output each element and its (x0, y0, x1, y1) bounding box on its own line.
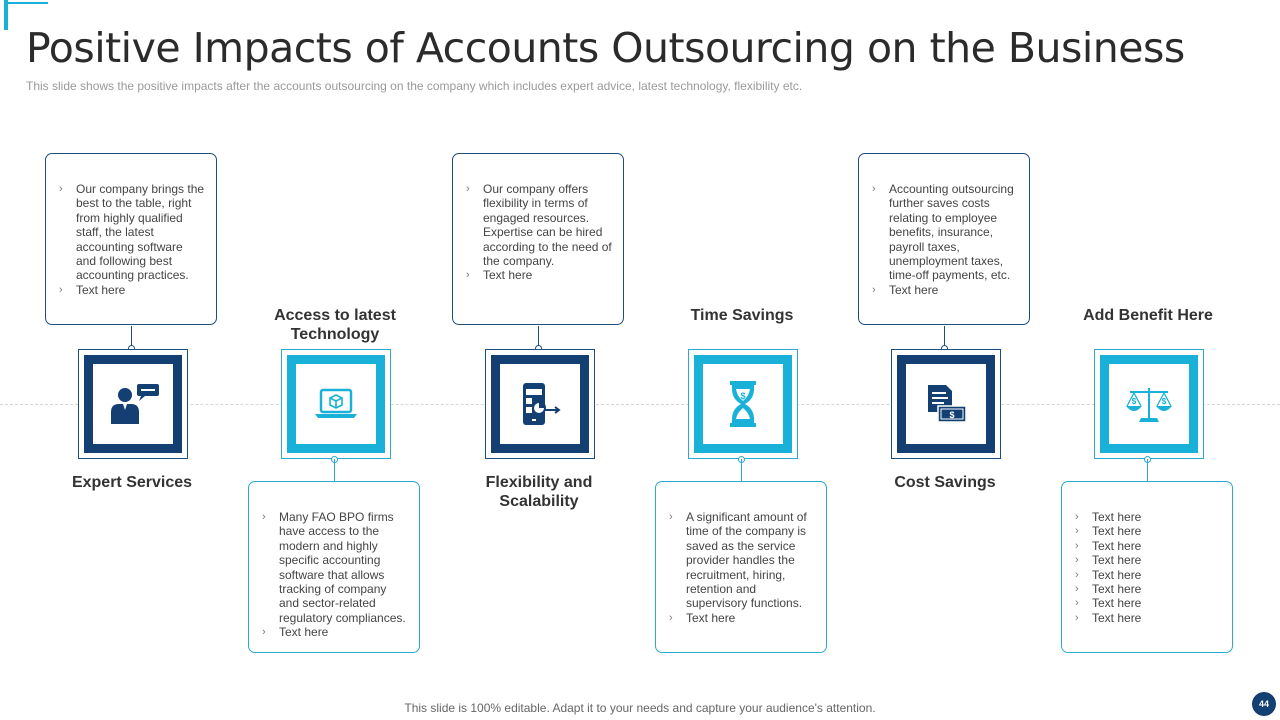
laptop-cube-icon (312, 386, 360, 422)
bullet-item: › Accounting outsourcing further saves costs relating to employee benefits, insurance, payroll taxes, unemployment taxes, time-off payments, etc. (869, 182, 1019, 283)
connector-line (334, 459, 335, 481)
icon-frame (78, 349, 188, 459)
benefit-label: Expert Services (71, 474, 193, 491)
icon-frame (1094, 349, 1204, 459)
bullet-item: › Text here (1072, 510, 1222, 524)
bullet-item: › Our company offers flexibility in terms of engaged resources. Expertise can be hired according to the need of the company. (463, 182, 613, 268)
bullet-item: › Text here (1072, 611, 1222, 625)
benefit-label: Cost Savings (894, 474, 996, 491)
bullet-item: › Text here (1072, 553, 1222, 567)
benefit-description-box (655, 481, 827, 653)
benefit-description-box (858, 153, 1030, 325)
bullet-item: › Text here (1072, 524, 1222, 538)
benefit-label: Add Benefit Here (1083, 307, 1213, 324)
svg-text:$: $ (949, 410, 955, 420)
benefit-label: Flexibility and Scalability (485, 474, 593, 510)
bullet-item: › Text here (463, 268, 613, 282)
benefit-item-cost-savings (855, 0, 1035, 720)
connector-line (741, 459, 742, 481)
bullet-item: › Our company brings the best to the table, right from highly qualified staff, the latest accounting software and following best accounting practices. (56, 182, 206, 283)
icon-frame (485, 349, 595, 459)
bullet-item: › Text here (1072, 539, 1222, 553)
bullet-item: › Many FAO BPO firms have access to the modern and highly specific accounting software that allows tracking of company and sector-related regulatory compliances. (259, 510, 409, 625)
bullet-list (869, 182, 1019, 297)
benefit-item-flexibility-scalability (449, 0, 629, 720)
bullet-list (1072, 510, 1222, 625)
bullet-item: › Text here (1072, 582, 1222, 596)
page-number-badge: 44 (1252, 692, 1276, 716)
benefit-label: Time Savings (690, 307, 794, 324)
mobile-chart-icon (517, 380, 563, 428)
svg-text:$: $ (740, 391, 746, 401)
bullet-list (666, 510, 816, 625)
icon-frame (891, 349, 1001, 459)
icon-frame (688, 349, 798, 459)
benefit-description-box (1061, 481, 1233, 653)
slide-subtitle: This slide shows the positive impacts after the accounts outsourcing on the company which includes expert advice, latest technology, flexibility etc. (26, 79, 803, 93)
benefit-item-time-savings (652, 0, 832, 720)
bullet-item: › Text here (56, 283, 206, 297)
benefit-description-box (45, 153, 217, 325)
slide-footer-note: This slide is 100% editable. Adapt it to your needs and capture your audience's attention. (404, 701, 876, 715)
hourglass-dollar-icon (727, 379, 759, 429)
benefit-item-access-to-technology (245, 0, 425, 720)
bullet-list (463, 182, 613, 283)
bullet-list (56, 182, 206, 297)
svg-text:$: $ (1161, 397, 1167, 406)
balance-scale-dollar-icon (1124, 384, 1174, 424)
benefit-description-box (248, 481, 420, 653)
benefit-label: Access to latest Technology (274, 307, 396, 343)
slide-title: Positive Impacts of Accounts Outsourcing on the Business (26, 24, 1185, 72)
icon-frame (281, 349, 391, 459)
bullet-list (259, 510, 409, 640)
benefit-description-box (452, 153, 624, 325)
connector-line (1147, 459, 1148, 481)
svg-text:$: $ (1131, 397, 1137, 406)
bullet-item: › Text here (666, 611, 816, 625)
bullet-item: › Text here (869, 283, 1019, 297)
expert-person-speech-icon (105, 380, 161, 428)
bullet-item: › Text here (1072, 568, 1222, 582)
bullet-item: › A significant amount of time of the company is saved as the service provider handles the recruitment, hiring, retention and supervisory functions. (666, 510, 816, 611)
invoice-cash-icon (924, 382, 968, 426)
corner-accent-bar (4, 0, 8, 30)
bullet-item: › Text here (259, 625, 409, 639)
benefit-item-add-benefit (1058, 0, 1238, 720)
benefit-item-expert-services (42, 0, 222, 720)
bullet-item: › Text here (1072, 596, 1222, 610)
